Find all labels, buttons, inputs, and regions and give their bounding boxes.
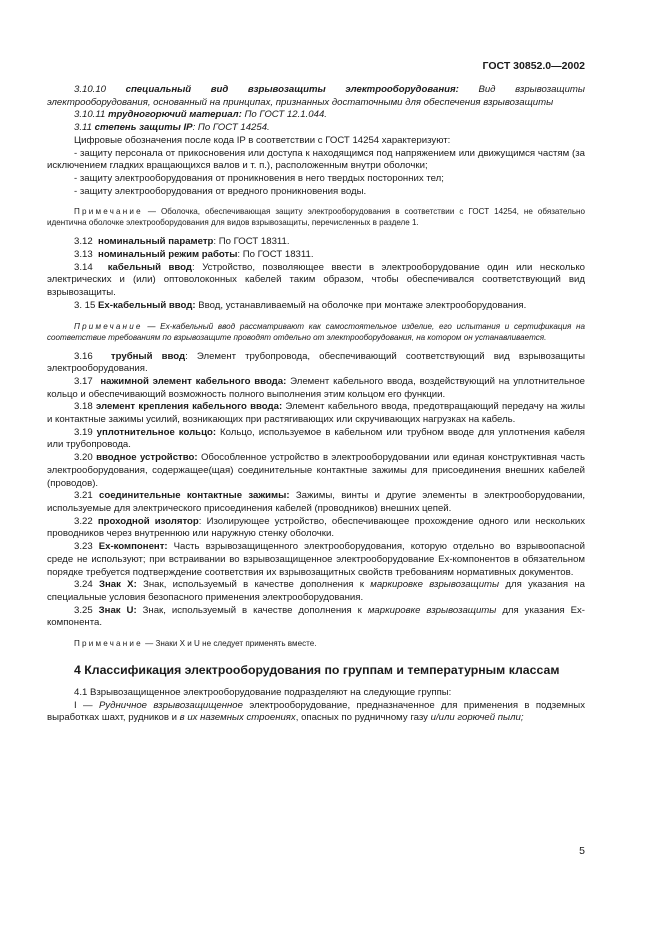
entry-3-16: 3.16 трубный ввод: Элемент трубопровода, обеспечивающий соответствующий вид взрывозащиты электрооборудования. — [47, 350, 585, 375]
group-1-description: I — Рудничное взрывозащищенное электрооборудование, предназначенное для применения в подземных выработках шахт, рудников и в их наземных строениях, опасных по рудничному газу и/или горючей пыли; — [47, 699, 585, 724]
note-2: Примечание — Ex-кабельный ввод рассматривают как самостоятельное изделие, его испытания и сертификация на соответствие требованиям по взрывозащите проводят отдельно от электрооборудования, на котором он устанавливается. — [47, 321, 585, 342]
entry-3-13: 3.13 номинальный режим работы: По ГОСТ 18311. — [74, 249, 314, 261]
entry-3-22: 3.22 проходной изолятор: Изолирующее устройство, обеспечивающее прохождение одного или нескольких проводников через внутреннюю или наружную стенку оболочки. — [47, 515, 586, 540]
entry-3-20: 3.20 вводное устройство: Обособленное устройство в электрооборудовании или единая конструктивная часть электрооборудования, содержащее(щая) соединительные контактные зажимы для присоединения внешних кабелей (проводов). — [47, 452, 585, 489]
list-item: - защиту электрооборудования от вредного проникновения воды. — [74, 185, 367, 197]
entry-3-23: 3.23 Ex-компонент: Часть взрывозащищенного электрооборудования, которую отдельно во взрывоопасной среде не используют; при встраивании во взрывозащищенное электрооборудование Ex-компонентов в обязательном порядке требуется подтверждение соответствия их взрывозащитных свойств требованиям нормативных документов. — [47, 541, 585, 578]
entry-3-17: 3.17 нажимной элемент кабельного ввода: Элемент кабельного ввода, воздействующий на уплотнительное кольцо и обеспечивающий возможность полного выполнения этим кольцом его функции. — [47, 375, 585, 400]
entry-3-14: 3.14 кабельный ввод: Устройство, позволяющее ввести в электрооборудование один или несколько электрических и (или) оптоволоконных кабелей таким образом, чтобы обеспечивался соответствующий вид взрывозащиты. — [47, 261, 585, 299]
document-body — [47, 84, 585, 725]
entry-3-18: 3.18 элемент крепления кабельного ввода: Элемент кабельного ввода, предотвращающий передачу на жилы и контактные зажимы усилий, возникающих при растягивающих или скручивающих нагрузках на кабель. — [47, 401, 585, 426]
note-3: Примечание — Знаки X и U не следует применять вместе. — [74, 639, 317, 649]
document-code: ГОСТ 30852.0—2002 — [482, 60, 585, 72]
entry-3-21: 3.21 соединительные контактные зажимы: Зажимы, винты и другие элементы в электрооборудовании, используемые для электрического присоединения кабелей (проводников) внешних цепей. — [47, 490, 585, 514]
paragraph-4-1: 4.1 Взрывозащищенное электрооборудование подразделяют на следующие группы: — [74, 687, 452, 699]
entry-3-24: 3.24 Знак X: Знак, используемый в качестве дополнения к маркировке взрывозащиты для указания на специальные условия безопасного применения электрооборудования. — [47, 579, 585, 603]
page-number: 5 — [579, 845, 585, 857]
entry-3-10-11: 3.10.11 трудногорючий материал: По ГОСТ 12.1.044. — [74, 109, 327, 121]
entry-3-25: 3.25 Знак U: Знак, используемый в качестве дополнения к маркировке взрывозащиты для указания Ex-компонента. — [47, 604, 586, 629]
entry-3-10-10: 3.10.10 специальный вид взрывозащиты электрооборудования: Вид взрывозащиты электрооборудования, основанный на принципах, признанных достаточными для обеспечения взрывозащиты — [47, 84, 585, 108]
entry-3-11-description: Цифровые обозначения после кода IP в соответствии с ГОСТ 14254 характеризуют: — [74, 134, 451, 146]
entry-3-11: 3.11 степень защиты IP: По ГОСТ 14254. — [74, 122, 270, 134]
list-item: - защиту персонала от прикосновения или доступа к находящимся под напряжением или движущимся частям (за исключением гладких вращающихся валов и т. п.), расположенным внутри оболочки; — [47, 147, 585, 172]
entry-3-15: 3. 15 Ex-кабельный ввод: Ввод, устанавливаемый на оболочке при монтаже электрооборудования. — [74, 299, 527, 311]
entry-3-12: 3.12 номинальный параметр: По ГОСТ 18311. — [74, 236, 290, 248]
section-4-heading: 4 Классификация электрооборудования по группам и температурным классам — [74, 663, 560, 678]
note-1: Примечание — Оболочка, обеспечивающая защиту электрооборудования в соответствии с ГОСТ 14254, не обязательно идентична оболочке электрооборудования для видов взрывозащиты, перечисленных в разделе 1. — [47, 207, 586, 228]
list-item: - защиту электрооборудования от проникновения в него твердых посторонних тел; — [74, 172, 444, 184]
entry-3-19: 3.19 уплотнительное кольцо: Кольцо, используемое в кабельном или трубном вводе для уплотнения кабеля или трубопровода. — [47, 426, 585, 451]
